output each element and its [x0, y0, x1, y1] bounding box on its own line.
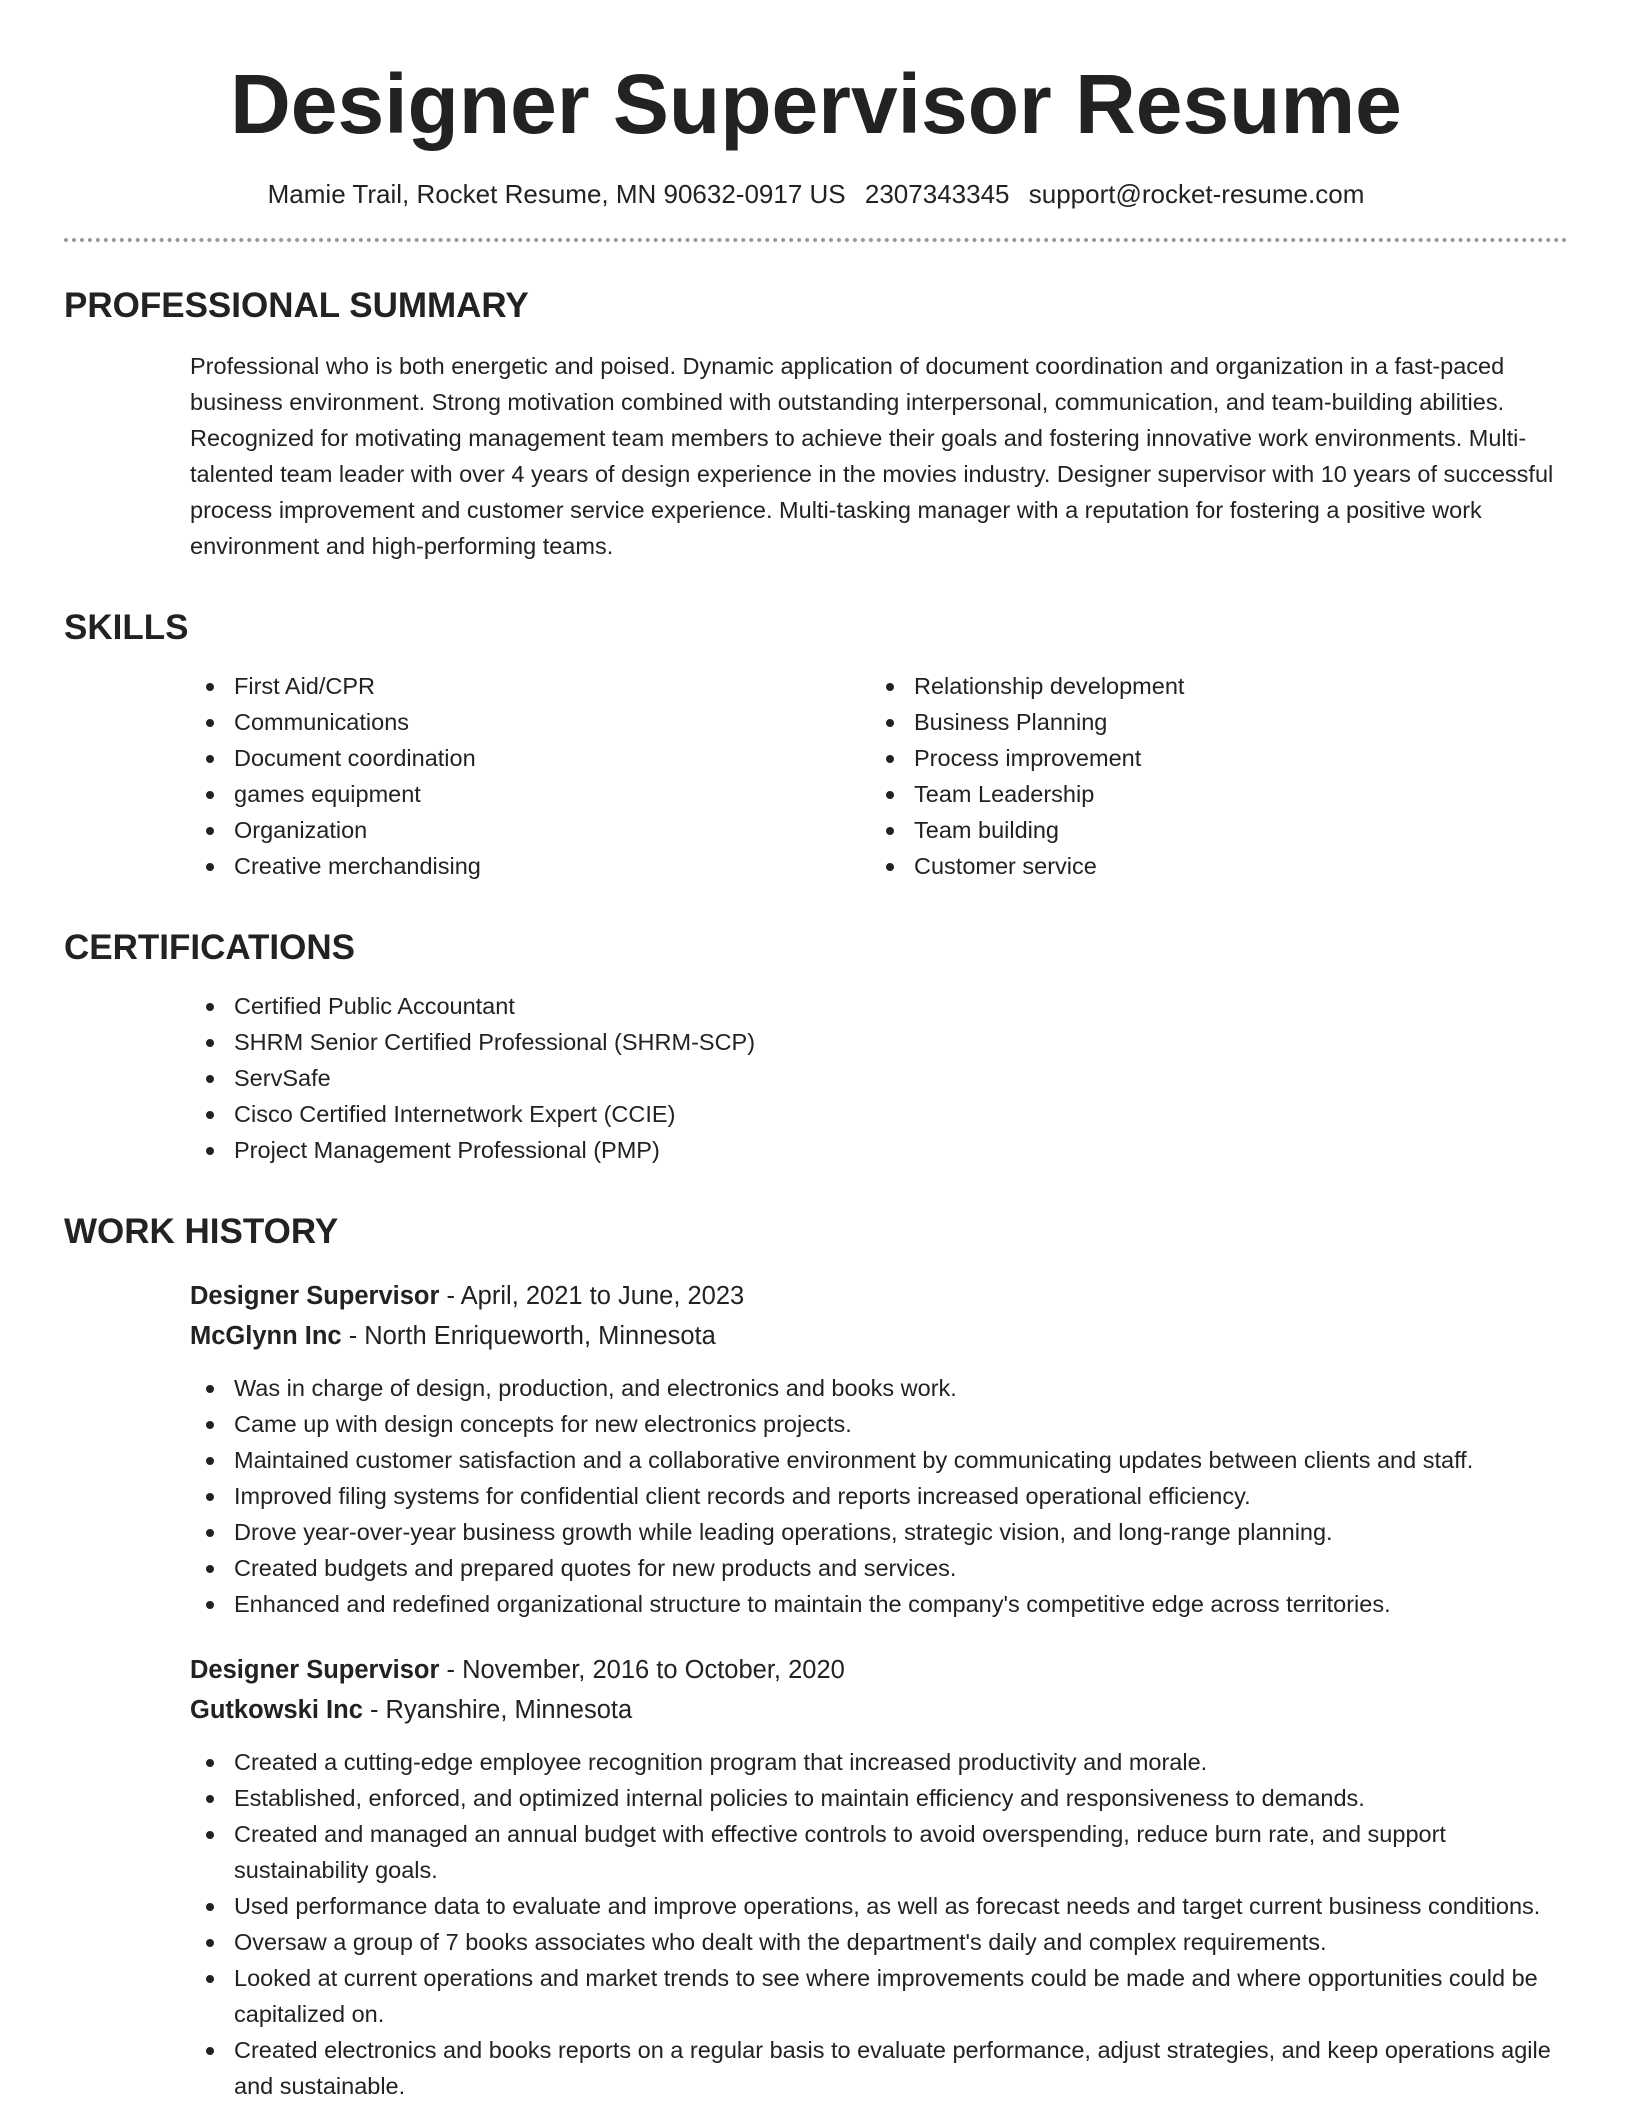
certification-item: Cisco Certified Internetwork Expert (CCIE) [190, 1096, 1568, 1132]
skill-item: Process improvement [870, 740, 1550, 776]
job-company: Gutkowski Inc [190, 1696, 363, 1724]
skill-item: Business Planning [870, 704, 1550, 740]
skill-item: Relationship development [870, 668, 1550, 704]
responsibility-item: Came up with design concepts for new electronics projects. [190, 1406, 1568, 1442]
responsibility-item: Enhanced and redefined organizational structure to maintain the company's competitive edge across territories. [190, 1586, 1568, 1622]
certification-item: Project Management Professional (PMP) [190, 1132, 1568, 1168]
responsibility-item: Created a cutting-edge employee recognition program that increased productivity and morale. [190, 1744, 1568, 1780]
header-divider [64, 238, 1568, 242]
responsibility-item: Created electronics and books reports on a regular basis to evaluate performance, adjust strategies, and keep operations agile and sustainable. [190, 2032, 1568, 2104]
job-responsibilities [190, 1744, 1568, 2104]
responsibility-item: Improved filing systems for confidential client records and reports increased operational efficiency. [190, 1478, 1568, 1514]
job-title: Designer Supervisor [190, 1656, 440, 1684]
skill-item: Team building [870, 812, 1550, 848]
responsibility-item: Created and managed an annual budget with effective controls to avoid overspending, reduce burn rate, and support sustainability goals. [190, 1816, 1568, 1888]
job-dates: - November, 2016 to October, 2020 [439, 1656, 845, 1684]
skill-item: Customer service [870, 848, 1550, 884]
summary-heading: PROFESSIONAL SUMMARY [64, 286, 529, 325]
skills-column-right [870, 668, 1550, 884]
responsibility-item: Created budgets and prepared quotes for new products and services. [190, 1550, 1568, 1586]
resume-title: Designer Supervisor Resume [230, 57, 1402, 151]
responsibility-item: Looked at current operations and market trends to see where improvements could be made and where opportunities could be capitalized on. [190, 1960, 1568, 2032]
skill-item: First Aid/CPR [190, 668, 870, 704]
skills-column-left [190, 668, 870, 884]
responsibility-item: Drove year-over-year business growth while leading operations, strategic vision, and long-range planning. [190, 1514, 1568, 1550]
job-location: - Ryanshire, Minnesota [362, 1696, 633, 1724]
responsibility-item: Established, enforced, and optimized internal policies to maintain efficiency and responsiveness to demands. [190, 1780, 1568, 1816]
responsibility-item: Oversaw a group of 7 books associates who dealt with the department's daily and complex requirements. [190, 1924, 1568, 1960]
job-company-line [190, 1316, 1568, 1356]
resume-page [64, 0, 1568, 2104]
skill-item: Creative merchandising [190, 848, 870, 884]
certification-item: Certified Public Accountant [190, 988, 1568, 1024]
job-title-line [190, 1276, 1568, 1316]
certifications-heading: CERTIFICATIONS [64, 928, 356, 967]
skill-item: Team Leadership [870, 776, 1550, 812]
skill-item: Communications [190, 704, 870, 740]
job-company-line [190, 1690, 1568, 1730]
work-history-heading: WORK HISTORY [64, 1212, 339, 1251]
job-company: McGlynn Inc [190, 1322, 342, 1350]
skill-item: Document coordination [190, 740, 870, 776]
certifications-list [190, 988, 1568, 1168]
job-responsibilities [190, 1370, 1568, 1622]
job-entry [190, 1650, 1568, 2104]
certification-item: SHRM Senior Certified Professional (SHRM-SCP) [190, 1024, 1568, 1060]
certification-item: ServSafe [190, 1060, 1568, 1096]
job-dates: - April, 2021 to June, 2023 [439, 1282, 745, 1310]
contact-phone: 2307343345 [864, 179, 1010, 209]
job-title-line [190, 1650, 1568, 1690]
contact-line [64, 176, 1568, 212]
job-entry [190, 1276, 1568, 1622]
responsibility-item: Used performance data to evaluate and improve operations, as well as forecast needs and target current business conditions. [190, 1888, 1568, 1924]
job-title: Designer Supervisor [190, 1282, 440, 1310]
skill-item: games equipment [190, 776, 870, 812]
job-location: - North Enriqueworth, Minnesota [341, 1322, 716, 1350]
skills-heading: SKILLS [64, 608, 189, 647]
contact-address: Mamie Trail, Rocket Resume, MN 90632-0917 US [267, 179, 846, 209]
responsibility-item: Was in charge of design, production, and electronics and books work. [190, 1370, 1568, 1406]
contact-email: support@rocket-resume.com [1028, 179, 1365, 209]
responsibility-item: Maintained customer satisfaction and a collaborative environment by communicating updates between clients and staff. [190, 1442, 1568, 1478]
skill-item: Organization [190, 812, 870, 848]
skills-list [190, 668, 1568, 884]
summary-text: Professional who is both energetic and poised. Dynamic application of document coordination and organization in a fast-paced business environment. Strong motivation combined with outstanding interpersonal, communication, and team-building abilities. Recognized for motivating management team members to achieve their goals and fostering innovative work environments. Multi-talented team leader with over 4 years of design experience in the movies industry. Designer supervisor with 10 years of successful process improvement and customer service experience. Multi-tasking manager with a reputation for fostering a positive work environment and high-performing teams. [190, 353, 1554, 559]
